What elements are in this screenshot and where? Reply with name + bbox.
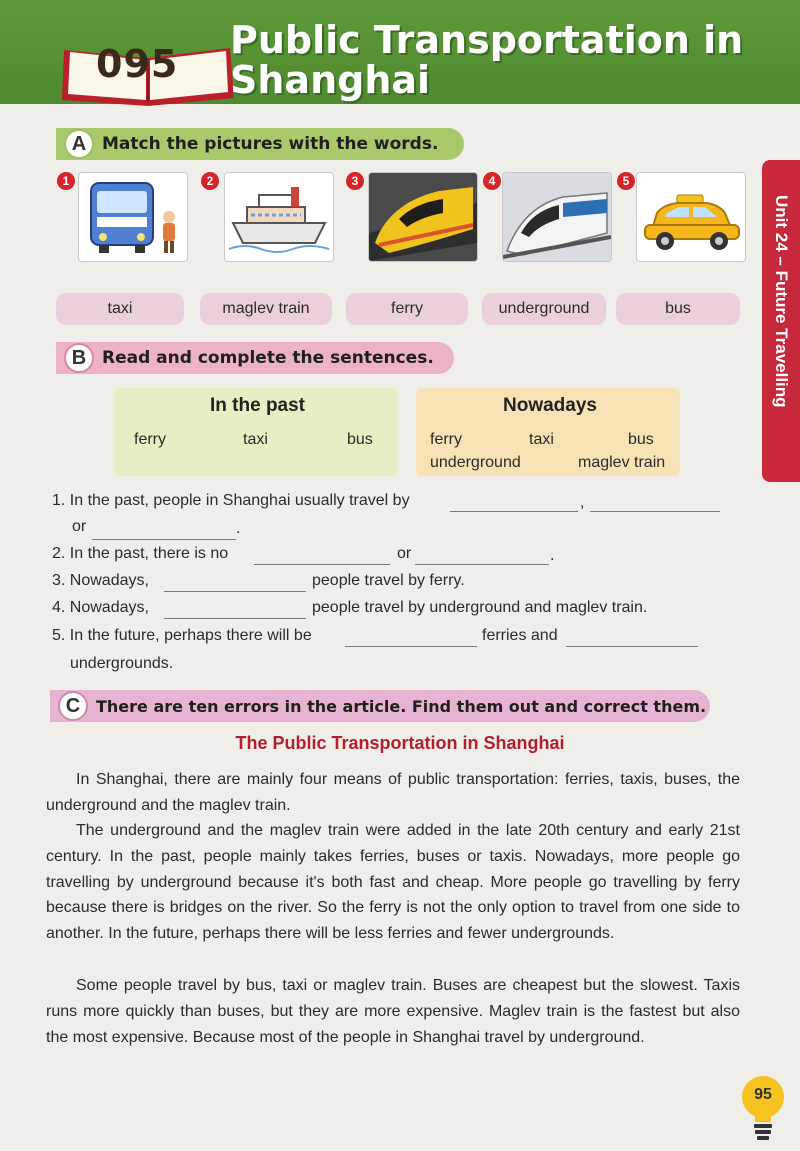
unit-side-tab-label: Unit 24 – Future Travelling <box>772 195 791 408</box>
bus-icon <box>79 173 187 261</box>
now-word: bus <box>628 431 654 448</box>
answer-blank[interactable] <box>254 564 390 565</box>
sentence-5: 5. In the future, perhaps there will be <box>52 627 312 644</box>
section-c-instruction: There are ten errors in the article. Find them out and correct them. <box>96 696 707 716</box>
ferry-icon <box>225 173 333 261</box>
in-the-past-heading: In the past <box>210 395 306 416</box>
sentence-2: 2. In the past, there is no <box>52 545 229 562</box>
picture-taxi[interactable] <box>636 172 746 262</box>
sentence-1-or: or <box>72 518 87 535</box>
past-word: taxi <box>243 431 268 448</box>
answer-blank[interactable] <box>164 591 306 592</box>
sentence-2-or: or <box>397 545 412 562</box>
lightbulb-icon <box>740 1074 786 1144</box>
article-paragraph: Some people travel by bus, taxi or maglev train. Buses are cheapest but the slowest. Taxis runs more quickly than buses, but they are more expensive. Maglev train is the fastest but also the most expensive. Because most of the people in Shanghai travel by underground. <box>46 977 740 1046</box>
section-a-letter: A <box>64 129 94 159</box>
sentence-5-end: undergrounds. <box>70 655 174 672</box>
picture-number-4: 4 <box>483 172 501 190</box>
answer-blank[interactable] <box>415 564 549 565</box>
sentence-1-end: . <box>236 520 241 537</box>
sentence-3: 3. Nowadays, <box>52 572 149 589</box>
now-word: maglev train <box>578 454 666 471</box>
article-title: The Public Transportation in Shanghai <box>235 733 565 753</box>
picture-maglev[interactable] <box>502 172 612 262</box>
picture-number-1: 1 <box>57 172 75 190</box>
section-a-instruction: Match the pictures with the words. <box>102 134 439 154</box>
now-word: underground <box>430 454 521 471</box>
section-b-instruction: Read and complete the sentences. <box>102 348 434 368</box>
answer-blank[interactable] <box>566 646 698 647</box>
sentence-2-end: . <box>550 547 555 564</box>
picture-ferry[interactable] <box>224 172 334 262</box>
taxi-icon <box>637 173 745 261</box>
now-word: ferry <box>430 431 462 448</box>
sentence-5-mid: ferries and <box>482 627 558 644</box>
sentence-1-comma: , <box>580 494 585 511</box>
underground-train-icon <box>369 173 477 261</box>
section-c-letter: C <box>58 691 88 721</box>
answer-blank[interactable] <box>450 511 578 512</box>
page-number: 95 <box>754 1086 772 1103</box>
page-title-line2: Shanghai <box>230 58 431 102</box>
section-a-bar <box>56 128 464 160</box>
word-option[interactable]: maglev train <box>200 293 332 325</box>
maglev-train-icon <box>503 173 611 261</box>
section-b-bar <box>56 342 454 374</box>
picture-number-3: 3 <box>346 172 364 190</box>
word-option[interactable]: taxi <box>56 293 184 325</box>
page-title-line1: Public Transportation in <box>230 18 744 62</box>
sentence-4-rest: people travel by underground and maglev train. <box>312 599 648 616</box>
answer-blank[interactable] <box>345 646 477 647</box>
word-option[interactable]: bus <box>616 293 740 325</box>
picture-number-2: 2 <box>201 172 219 190</box>
section-b-letter: B <box>64 343 94 373</box>
article-paragraph: The underground and the maglev train were added in the late 20th century and early 21st century. In the past, people mainly takes ferries, buses or taxis. Nowadays, more people go travelling by underground because it's both fast and cheap. More people go travelling by ferry because there is bridges on the river. So the ferry is not the only option to travel from one side to another. In the future, perhaps there will be less ferries and fewer undergrounds. <box>46 822 740 943</box>
sentence-1: 1. In the past, people in Shanghai usually travel by <box>52 492 410 509</box>
answer-blank[interactable] <box>92 539 236 540</box>
past-word: bus <box>347 431 373 448</box>
lesson-number: 095 <box>96 42 179 86</box>
sentence-3-rest: people travel by ferry. <box>312 572 465 589</box>
sentence-4: 4. Nowadays, <box>52 599 149 616</box>
word-option[interactable]: underground <box>482 293 606 325</box>
now-word: taxi <box>529 431 554 448</box>
word-option[interactable]: ferry <box>346 293 468 325</box>
section-c-bar <box>50 690 710 722</box>
picture-underground[interactable] <box>368 172 478 262</box>
answer-blank[interactable] <box>164 618 306 619</box>
answer-blank[interactable] <box>590 511 720 512</box>
article-paragraph: In Shanghai, there are mainly four means of public transportation: ferries, taxis, buses, the underground and the maglev train. <box>46 771 740 814</box>
picture-number-5: 5 <box>617 172 635 190</box>
picture-bus[interactable] <box>78 172 188 262</box>
nowadays-heading: Nowadays <box>503 395 597 416</box>
page-title <box>230 20 790 100</box>
past-word: ferry <box>134 431 166 448</box>
